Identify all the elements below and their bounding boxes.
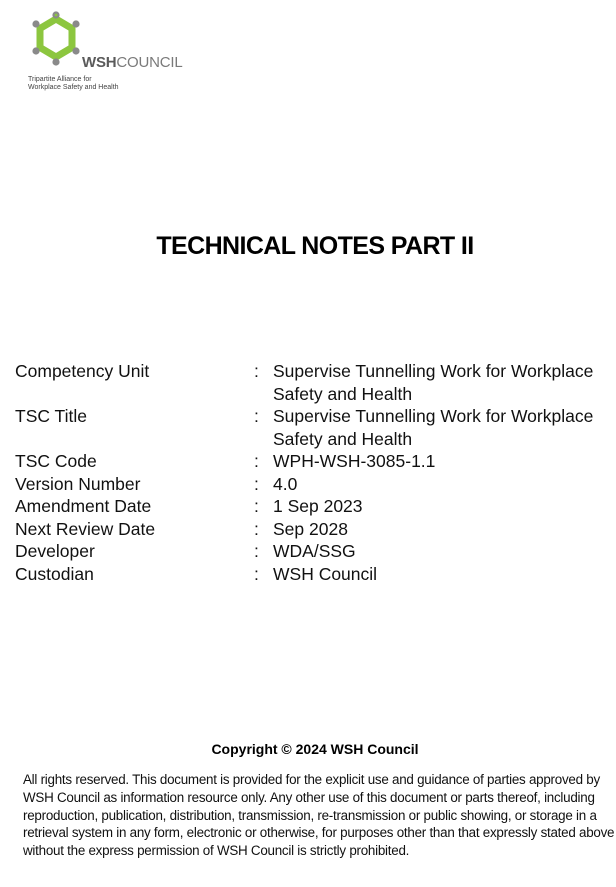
meta-row-version-number xyxy=(15,473,611,496)
meta-value: WDA/SSG xyxy=(273,541,356,561)
meta-label: Amendment Date xyxy=(15,496,152,516)
meta-value: 4.0 xyxy=(273,473,298,494)
meta-colon: : xyxy=(254,541,259,561)
meta-row-competency-unit xyxy=(15,360,611,405)
meta-row-next-review-date xyxy=(15,518,611,541)
document-metadata xyxy=(15,360,611,585)
meta-label: Next Review Date xyxy=(15,518,156,539)
meta-label: Custodian xyxy=(15,563,94,584)
copyright-notice: Copyright © 2024 WSH Council xyxy=(211,741,419,757)
meta-row-tsc-title xyxy=(15,405,611,450)
meta-label: TSC Code xyxy=(15,451,97,471)
logo-wordmark-bold: WSH xyxy=(82,54,117,71)
meta-row-tsc-code xyxy=(15,450,611,473)
logo-tagline xyxy=(28,76,119,92)
meta-row-amendment-date xyxy=(15,495,611,518)
meta-colon: : xyxy=(254,361,259,381)
wsh-council-emblem-icon xyxy=(26,10,86,70)
meta-value: Sep 2028 xyxy=(273,518,348,539)
meta-colon: : xyxy=(254,563,259,584)
meta-colon: : xyxy=(254,496,259,516)
logo-tagline-line2: Workplace Safety and Health xyxy=(28,84,119,91)
wsh-council-logo xyxy=(26,10,196,96)
meta-row-custodian xyxy=(15,563,611,586)
meta-value: 1 Sep 2023 xyxy=(273,496,363,516)
meta-label: Version Number xyxy=(15,473,141,494)
meta-label: Competency Unit xyxy=(15,361,150,381)
logo-tagline-line1: Tripartite Alliance for xyxy=(28,76,92,83)
meta-colon: : xyxy=(254,473,259,494)
meta-colon: : xyxy=(254,518,259,539)
logo-wordmark xyxy=(82,54,183,71)
meta-colon: : xyxy=(254,451,259,471)
meta-colon: : xyxy=(254,406,259,426)
page-title: TECHNICAL NOTES PART II xyxy=(156,232,474,260)
meta-row-developer xyxy=(15,540,611,563)
meta-value: Supervise Tunnelling Work for Workplace Safety and Health xyxy=(273,361,594,404)
meta-value: WPH-WSH-3085-1.1 xyxy=(273,451,436,471)
rights-statement: All rights reserved. This document is provided for the explicit use and guidance of parties approved by WSH Council as information resource only. Any other use of this document or parts thereof, including reproduction, publication, distribution, transmission, re-transmission or public showing, or storage in a retrieval system in any form, electronic or otherwise, for purposes other than that expressly stated above without the express permission of WSH Council is strictly prohibited. xyxy=(23,772,615,859)
meta-label: TSC Title xyxy=(15,406,87,426)
logo-wordmark-light: COUNCIL xyxy=(116,54,183,71)
meta-value: Supervise Tunnelling Work for Workplace Safety and Health xyxy=(273,406,594,449)
meta-label: Developer xyxy=(15,541,95,561)
meta-value: WSH Council xyxy=(273,563,378,584)
